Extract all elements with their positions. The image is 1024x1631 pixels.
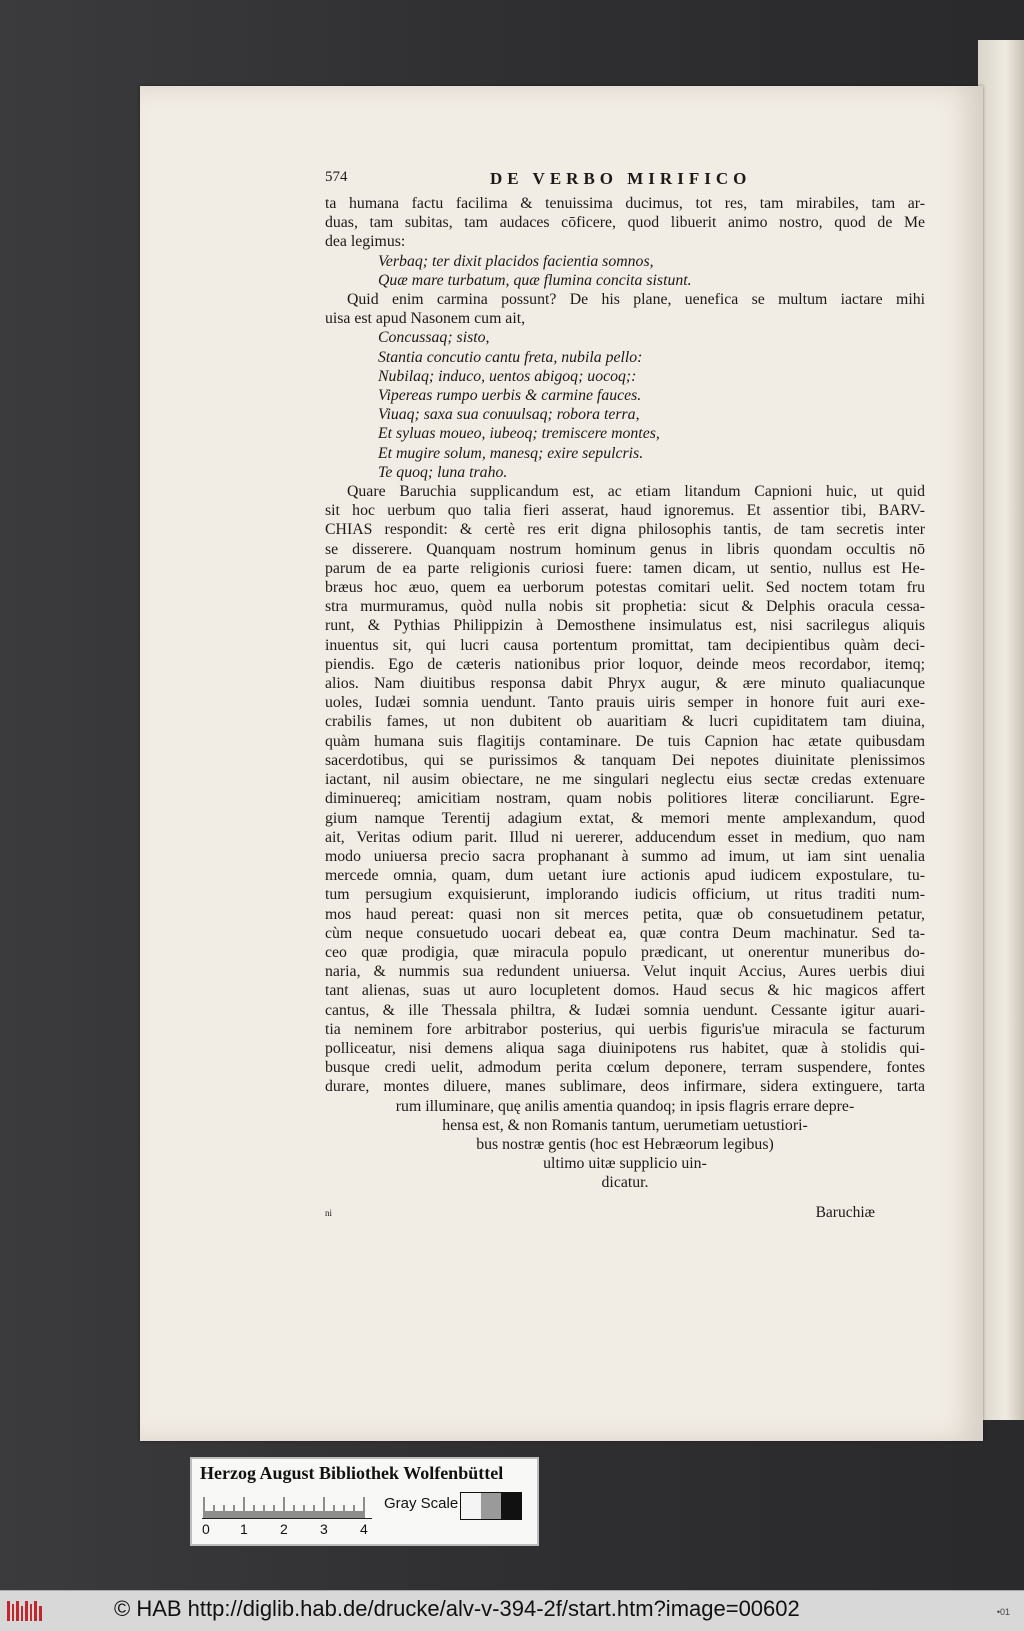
footer-bar <box>0 1590 1024 1631</box>
text-line: crabilis fames, ut non dubitent ob auaritiam & lucri cupiditatem tam diuina, <box>325 713 925 731</box>
corner-mark: •01 <box>996 1607 1010 1617</box>
source-link[interactable]: © HAB http://diglib.hab.de/drucke/alv-v-394-2f/start.htm?image=00602 <box>114 1596 800 1621</box>
ruler-tick-label: 1 <box>240 1521 248 1537</box>
text-line: polliceatur, nisi demens aliqua saga diuinipotens rus habitet, quæ à stolidis qui- <box>325 1039 925 1057</box>
text-line: modo uniuersa precio sacra prophanant à summo ad imum, ut iam sint uenalia <box>325 847 925 865</box>
text-line: Viuaq; saxa sua conuulsaq; robora terra, <box>378 406 640 424</box>
text-line: Quare Baruchia supplicandum est, ac etiam litandum Capnioni huic, ut quid <box>347 483 925 501</box>
text-line: inuentus sit, qui lucri causa portentum promittat, tam decipientibus quàm deci- <box>325 636 925 654</box>
text-line: iactant, nil ausim obiectare, ne me singulari neglectu eius sectæ credas extenuare <box>325 771 925 789</box>
text-line: gium namque Terentij adagium extat, & memori mente amplexandum, quod <box>325 809 925 827</box>
swatch-black <box>501 1493 521 1519</box>
text-line: dea legimus: <box>325 233 406 251</box>
text-line: Stantia concutio cantu freta, nubila pello: <box>378 348 643 366</box>
gray-scale-swatch <box>460 1492 522 1520</box>
text-line: runt, & Pythias Philippizin à Demosthene insimulatus est, nisi sacrilegus aliquis <box>325 617 925 635</box>
text-line: sacerdotibus, qui se purissimos & tanquam Dei nepotes diuinitate plenissimos <box>325 751 925 769</box>
text-line: ait, Veritas odium parit. Illud ni uererer, adducendum esset in medium, quo nam <box>325 828 925 846</box>
text-line: Verbaq; ter dixit placidos facientia somnos, <box>378 252 654 270</box>
text-line: Et mugire solum, manesq; exire sepulcris. <box>378 444 644 462</box>
book-page <box>140 86 983 1441</box>
ruler-tick-label: 4 <box>360 1521 368 1537</box>
institution-name: Herzog August Bibliothek Wolfenbüttel <box>200 1463 504 1483</box>
text-line: tant alienas, suas ut auro locupletent domos. Haud secus & hic magicos affert <box>325 982 925 1000</box>
text-line: se disserere. Quanquam nostrum hominum genus in libris quondam occultis nō <box>325 540 925 558</box>
text-line: Te quoq; luna traho. <box>378 463 508 481</box>
color-card <box>190 1457 539 1546</box>
ruler-tick-label: 0 <box>202 1521 210 1537</box>
text-line: Concussaq; sisto, <box>378 329 490 347</box>
text-line: naria, & nummis sua redundent uniuersa. Velut inquit Accius, Aures uerbis diui <box>325 963 925 981</box>
gray-scale-label: Gray Scale <box>384 1495 459 1512</box>
text-line: uisa est apud Nasonem cum ait, <box>325 310 526 328</box>
text-line: diminuereq; amicitiam nostram, quam nobis politiores literæ conciliarunt. Egre- <box>325 790 925 808</box>
text-line: rum illuminare, quę anilis amentia quandoq; in ipsis flagris errare depre- <box>395 1097 855 1115</box>
text-line: alios. Nam diuitibus responsa dabit Phryx augur, & ære minuto qualiacunque <box>325 675 925 693</box>
ruler-tick-label: 2 <box>280 1521 288 1537</box>
text-line: Et syluas moueo, iubeoq; tremiscere montes, <box>378 425 660 443</box>
ruler-tick-label: 3 <box>320 1521 328 1537</box>
text-line: bræus hoc æuo, quem ea uerborum potestas comitari uelit. Sed noctem totam fru <box>325 579 925 597</box>
swatch-gray <box>481 1493 501 1519</box>
text-line: mos haud pereat: quasi non sit merces petita, quæ ob consuetudinem petatur, <box>325 905 925 923</box>
text-line: cantus, & ille Thessala philtra, & Iudæi somnia uendunt. Cessante igitur auari- <box>325 1001 925 1019</box>
signature-mark: ni <box>325 1208 333 1218</box>
text-line: ta humana factu facilima & tenuissima ducimus, tot res, tam mirabiles, tam ar- <box>325 195 925 212</box>
text-line: Quæ mare turbatum, quæ flumina concita sistunt. <box>378 271 692 289</box>
catchword: Baruchiæ <box>815 1204 875 1221</box>
text-line: hensa est, & non Romanis tantum, uerumetiam uetustiori- <box>442 1116 808 1134</box>
page-text <box>325 194 925 1193</box>
text-line: uoles, Iudæi somnia uendunt. Tanto prauis uiris semper in honore fuit auri exe- <box>325 694 925 712</box>
text-line: dicatur. <box>601 1174 649 1192</box>
text-line: parum de ea parte religionis curiosi fuere: tamen dicam, ut sentio, nullus est He- <box>325 559 925 577</box>
text-line: Nubilaq; induco, uentos abigoq; uocoq;: <box>378 367 637 385</box>
text-line: piendis. Ego de cæteris nationibus prior loquor, deinde meos recordabor, itemq; <box>325 655 925 673</box>
text-line: sit hoc uerbum quo talia fieri asserat, haud ignoremus. Et assentior tibi, BARV- <box>325 502 925 520</box>
text-line: busque credi uelit, admodum perita cœlum deponere, terram suspendere, fontes <box>325 1059 925 1077</box>
text-line: stra murmuramus, quòd nulla nobis sit prophetia: sicut & Delphis oracula cessa- <box>325 598 925 616</box>
text-line: mercede omnia, quam, dum uetant iure actionis apud iudicem expostulare, tu- <box>325 867 925 885</box>
text-line: ceo quæ prodigia, quæ miracula populo prædicant, ut onerentur muneribus do- <box>325 943 925 961</box>
swatch-white <box>461 1493 481 1519</box>
text-line: quàm humana suis flagitijs contaminare. De tuis Capnion hac ætate quibusdam <box>325 732 925 750</box>
text-line: cùm neque consuetudo uocari debeat ea, quæ contra Deum machinatur. Sed ta- <box>325 924 925 942</box>
text-line: CHIAS respondit: & certè res erit digna philosophis tantis, de tam secretis inter <box>325 521 925 539</box>
text-line: ultimo uitæ supplicio uin- <box>543 1155 707 1173</box>
page-number: 574 <box>325 169 348 185</box>
text-line: bus nostræ gentis (hoc est Hebræorum legibus) <box>476 1135 774 1153</box>
text-line: tum persugium exquisierunt, implorando iudicis officium, ut ritus traditi num- <box>325 886 925 904</box>
text-line: duas, tam subitas, tam audaces cōficere, quod libuerit animo nostro, quod de Me <box>325 214 925 232</box>
facing-page-edge <box>978 40 1024 1420</box>
ruler-icon <box>202 1495 372 1519</box>
text-line: Vipereas rumpo uerbis & carmine fauces. <box>378 387 642 405</box>
text-line: Quid enim carmina possunt? De his plane, uenefica se multum iactare mihi <box>347 291 925 309</box>
hab-logo-icon <box>6 1599 44 1623</box>
text-line: tia neminem fore arbitrabor posterius, qui uerbis figuris'ue miracula se facturum <box>325 1020 925 1038</box>
running-title: DE VERBO MIRIFICO <box>490 169 752 188</box>
text-line: durare, montes diluere, manes sublimare, deos infirmare, sidera extinguere, tarta <box>325 1078 925 1096</box>
